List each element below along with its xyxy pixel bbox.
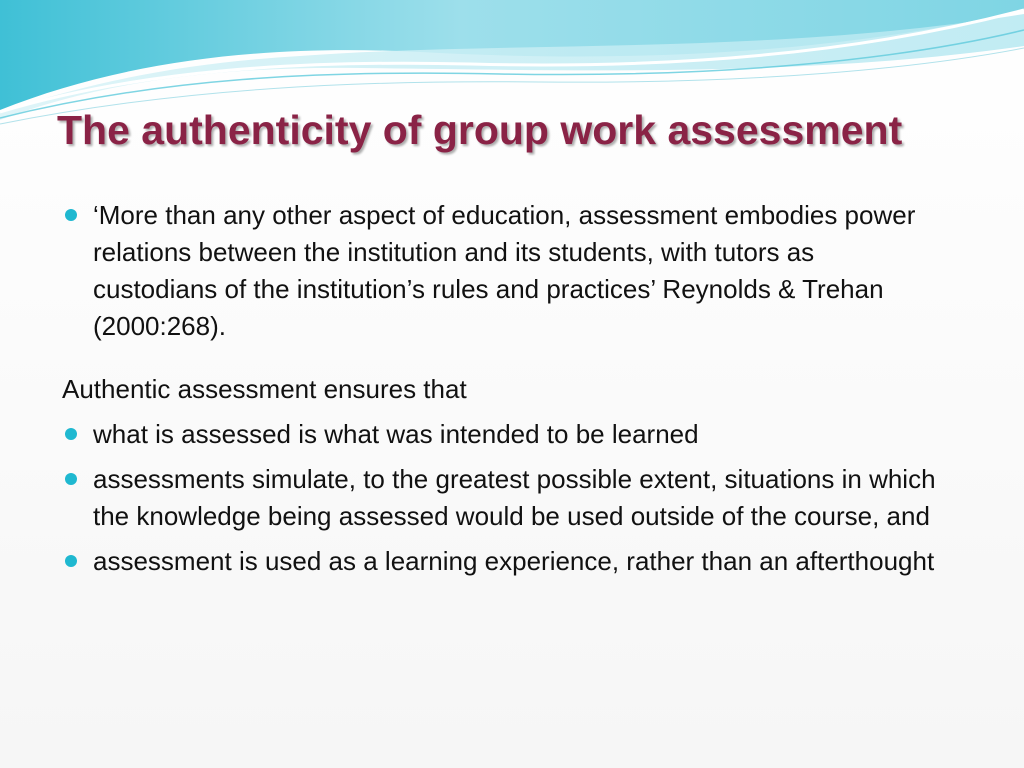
bullet-item: assessment is used as a learning experience, rather than an afterthought bbox=[62, 543, 942, 580]
bullet-item: assessments simulate, to the greatest possible extent, situations in which the knowledge being assessed would be used outside of the course, and bbox=[62, 461, 942, 535]
lead-in-text: Authentic assessment ensures that bbox=[62, 374, 467, 404]
slide-body bbox=[62, 197, 942, 580]
slide-title: The authenticity of group work assessment bbox=[57, 107, 903, 153]
quote-bullet: ‘More than any other aspect of education, assessment embodies power relations between the institution and its students, with tutors as custodians of the institution’s rules and practices’ Reynolds & Trehan (2000:268). bbox=[62, 197, 942, 345]
bullet-item: what is assessed is what was intended to be learned bbox=[62, 416, 942, 453]
